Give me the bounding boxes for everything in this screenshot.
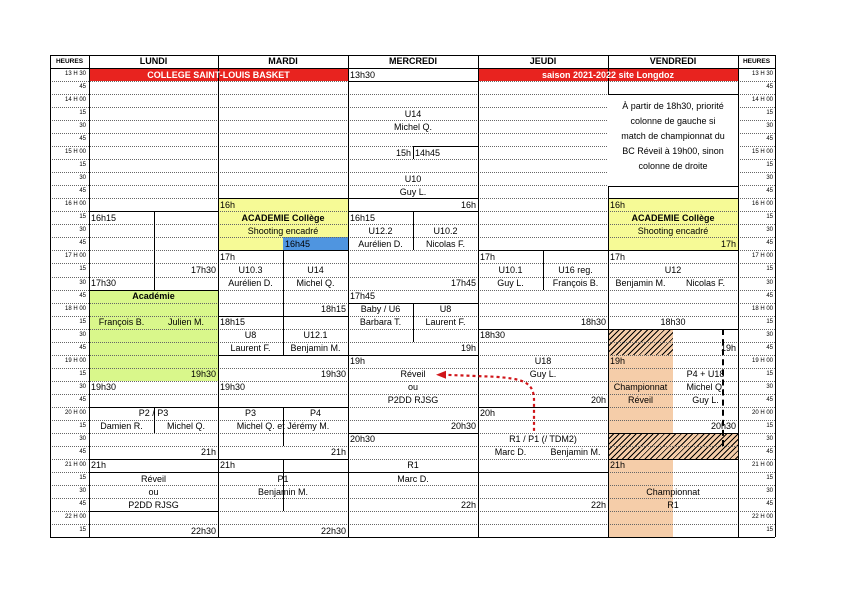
vendredi-21h: 21h [610,460,626,471]
time-label-left: 15 [79,527,86,534]
time-label-right: 15 [766,318,773,325]
time-label-left: 45 [79,84,86,91]
jeudi-20h-start: 20h [480,408,496,419]
jeudi-guy: Guy L. [497,278,524,289]
time-label-right: 19 H 00 [751,357,773,364]
vendredi-nicolas: Nicolas F. [685,278,725,289]
mercredi-u102: U10.2 [433,225,458,236]
time-label-right: 15 [766,370,773,377]
mardi-shooting: Shooting encadré [247,225,319,236]
vendredi-u12: U12 [664,264,682,275]
time-label-left: 15 [79,475,86,482]
split-line [413,146,414,159]
mardi-aurelien: Aurélien D. [228,278,273,289]
time-label-right: 45 [766,448,773,455]
time-label-left: 19 H 00 [64,357,86,364]
time-label-right: 15 [766,266,773,273]
vendredi-19h-start: 19h [610,356,626,367]
mercredi-1615: 16h15 [350,212,376,223]
lundi-academie: Académie [132,291,175,302]
time-label-left: 30 [79,279,86,286]
mercredi-1745-start: 17h45 [350,291,376,302]
event-boundary-line [478,472,608,473]
jeudi-1830-end: 18h30 [580,317,606,328]
time-label-right: 45 [766,136,773,143]
vendredi-academie: ACADEMIE Collège [631,212,715,223]
day-header-mercredi: MERCREDI [388,56,437,66]
lundi-21h-start: 21h [91,460,107,471]
mardi-u121: U12.1 [303,330,328,341]
heures-header: HEURES [55,58,84,65]
time-label-right: 45 [766,396,773,403]
time-label-right: 15 H 00 [751,149,773,156]
time-label-left: 18 H 00 [64,305,86,312]
split-line [283,250,284,354]
vendredi-benjamin: Benjamin M. [615,278,666,289]
time-label-right: 30 [766,175,773,182]
mardi-michel-jeremy: Michel Q. et Jérémy M. [236,421,330,432]
time-label-left: 30 [79,331,86,338]
time-label-right: 16 H 00 [751,201,773,208]
mercredi-u14: U14 [404,108,422,119]
note-line: BC Réveil à 19h00, sinon [622,146,724,157]
column-line [348,55,349,537]
vendredi-16h: 16h [610,199,626,210]
day-header-vendredi: VENDREDI [649,56,697,66]
mercredi-2030-start: 20h30 [350,434,376,445]
column-line [89,55,90,537]
mercredi-p2dd: P2DD RJSG [387,395,439,406]
time-label-left: 16 H 00 [64,201,86,208]
time-label-left: 30 [79,435,86,442]
vendredi-r1: R1 [667,499,679,510]
mardi-benjamin-2: Benjamin M. [257,486,309,497]
time-label-right: 13 H 30 [751,71,773,77]
time-label-left: 15 [79,370,86,377]
time-label-left: 30 [79,383,86,390]
time-label-left: 45 [79,188,86,195]
mardi-u14: U14 [307,264,324,275]
time-label-right: 30 [766,383,773,390]
time-label-right: 22 H 00 [751,514,773,521]
mercredi-19h-start: 19h [350,356,366,367]
time-label-right: 18 H 00 [751,305,773,312]
note-line: colonne de gauche si [630,116,716,127]
jeudi-1830-start: 18h30 [480,330,506,341]
note-line: À partir de 18h30, priorité [622,101,724,112]
time-label-right: 45 [766,344,773,351]
vendredi-shooting: Shooting encadré [637,225,709,236]
time-label-right: 45 [766,240,773,247]
mercredi-barbara: Barbara T. [359,317,402,328]
split-line [413,303,414,342]
mercredi-marc: Marc D. [397,473,429,484]
time-label-left: 45 [79,344,86,351]
vendredi-championnat: Championnat [613,382,668,393]
note-line: colonne de droite [638,161,708,172]
time-label-right: 15 [766,527,773,534]
split-line [154,211,155,289]
jeudi-20h-end: 20h [590,395,606,406]
mercredi-aurelien: Aurélien D. [358,238,403,249]
mardi-u103: U10.3 [238,264,263,275]
mercredi-u8: U8 [439,304,452,315]
lundi-1615: 16h15 [91,212,117,223]
time-label-left: 13 H 30 [64,71,86,77]
mercredi-guy: Guy L. [399,186,427,197]
vendredi-1830: 18h30 [660,317,686,328]
vendredi-guy: Guy L. [692,395,719,406]
lundi-francois: François B. [98,317,145,328]
jeudi-r1p1: R1 / P1 (/ TDM2) [509,434,577,445]
time-label-left: 15 H 00 [64,149,86,156]
time-label-right: 30 [766,123,773,130]
split-line [543,250,544,289]
event-boundary-line [348,537,478,538]
column-line [478,55,479,537]
column-line [218,55,219,537]
time-label-right: 45 [766,501,773,508]
time-label-left: 22 H 00 [64,514,86,521]
time-label-left: 30 [79,123,86,130]
lundi-reveil: Réveil [140,473,166,484]
mardi-laurent: Laurent F. [230,343,271,354]
mardi-2230: 22h30 [320,525,346,536]
jeudi-u101: U10.1 [498,264,523,275]
time-label-right: 30 [766,331,773,338]
note-line: match de championnat du [621,131,725,142]
time-label-right: 30 [766,435,773,442]
mercredi-2030-end: 20h30 [450,421,476,432]
lundi-1730: 17h30 [190,264,216,275]
mercredi-1445: 14h45 [415,147,441,158]
time-label-left: 15 [79,266,86,273]
lundi-ou: ou [148,486,159,497]
mercredi-u122: U12.2 [368,225,393,236]
mercredi-nicolas: Nicolas F. [425,238,465,249]
time-label-left: 45 [79,136,86,143]
schedule-sheet [50,55,775,537]
time-label-right: 15 [766,422,773,429]
mardi-u8: U8 [244,330,257,341]
event-boundary-line [89,511,218,512]
time-label-right: 21 H 00 [751,461,773,468]
mercredi-reveil: Réveil [400,369,426,380]
time-label-right: 45 [766,188,773,195]
time-label-right: 45 [766,84,773,91]
time-label-left: 21 H 00 [64,461,86,468]
mercredi-15h: 15h [395,147,411,158]
mardi-michel: Michel Q. [296,278,335,289]
time-label-right: 14 H 00 [751,97,773,104]
time-label-left: 17 H 00 [64,253,86,260]
event-boundary-line [283,250,348,251]
time-label-right: 15 [766,162,773,169]
mardi-benjamin: Benjamin M. [290,343,341,354]
time-label-left: 14 H 00 [64,97,86,104]
jeudi-francois: François B. [552,278,599,289]
time-label-right: 15 [766,110,773,117]
lundi-1930-end: 19h30 [190,369,216,380]
split-line [348,146,349,159]
time-label-left: 45 [79,396,86,403]
time-label-right: 30 [766,488,773,495]
time-label-left: 30 [79,227,86,234]
vendredi-p4u18: P4 + U18 [686,369,725,380]
mardi-1930-end: 19h30 [320,369,346,380]
time-label-right: 15 [766,214,773,221]
mardi-p3: P3 [244,408,256,419]
time-label-left: 30 [79,175,86,182]
mardi-1645: 16h45 [285,238,311,249]
jeudi-u18: U18 [534,356,552,367]
heures-header-right: HEURES [742,58,771,65]
event-boundary-line [608,329,738,330]
mardi-1815-end: 18h15 [320,304,346,315]
lundi-p2p3: P2 / P3 [138,408,169,419]
mercredi-baby: Baby / U6 [360,304,401,315]
lundi-21h-end: 21h [200,447,216,458]
vendredi-michel: Michel Q. [686,382,725,393]
time-label-right: 20 H 00 [751,409,773,416]
vendredi-19h-end: 19h [720,343,736,354]
vendredi-17h-start: 17h [610,251,626,262]
mercredi-laurent: Laurent F. [425,317,466,328]
mardi-academie: ACADEMIE Collège [241,212,325,223]
lundi-julien: Julien M. [167,317,204,328]
time-label-right: 30 [766,227,773,234]
event-boundary-line [348,81,478,82]
mardi-16h: 16h [220,199,236,210]
time-label-left: 15 [79,422,86,429]
time-label-right: 15 [766,475,773,482]
time-label-left: 15 [79,214,86,221]
banner-college: COLLEGE SAINT-LOUIS BASKET [147,69,290,80]
time-label-left: 20 H 00 [64,409,86,416]
vendredi-2030: 20h30 [710,421,736,432]
lundi-2230: 22h30 [190,525,216,536]
vendredi-17h-end: 17h [720,238,736,249]
time-label-right: 30 [766,279,773,286]
lundi-michel: Michel Q. [166,421,205,432]
mardi-p4: P4 [309,408,321,419]
time-label-right: 45 [766,292,773,299]
day-header-mardi: MARDI [268,56,298,66]
mardi-21h-end: 21h [330,447,346,458]
mercredi-u10: U10 [404,173,422,184]
mardi-1815-start: 18h15 [220,317,246,328]
jeudi-u16: U16 reg. [558,264,593,275]
mercredi-16h: 16h [460,199,476,210]
vendredi-reveil: Réveil [627,395,653,406]
column-line [775,55,776,537]
time-label-left: 15 [79,110,86,117]
banner-saison: saison 2021-2022 site Longdoz [541,69,675,80]
mardi-p1: P1 [277,473,289,484]
mercredi-ou: ou [407,382,418,393]
time-label-left: 30 [79,488,86,495]
mercredi-1330: 13h30 [350,69,376,80]
time-label-left: 45 [79,448,86,455]
mardi-17h: 17h [220,251,236,262]
lundi-1930-start: 19h30 [91,382,117,393]
time-label-left: 15 [79,162,86,169]
mercredi-22h: 22h [460,499,476,510]
day-header-lundi: LUNDI [139,56,168,66]
mardi-1930-start: 19h30 [220,382,246,393]
day-header-jeudi: JEUDI [529,56,557,66]
jeudi-guy-2: Guy L. [529,369,557,380]
vendredi-championnat-2: Championnat [646,486,700,497]
time-label-right: 17 H 00 [751,253,773,260]
split-line [413,211,414,250]
row-line [50,342,775,343]
event-boundary-line [608,433,738,434]
lundi-1730-start: 17h30 [91,278,117,289]
time-label-left: 45 [79,501,86,508]
mardi-21h-start: 21h [220,460,236,471]
lundi-p2dd: P2DD RJSG [128,499,179,510]
time-label-left: 45 [79,292,86,299]
jeudi-benjamin: Benjamin M. [550,447,601,458]
mercredi-r1: R1 [407,460,419,471]
event-boundary-line [218,355,348,356]
mercredi-19h-end: 19h [460,343,476,354]
mercredi-michel: Michel Q. [393,121,432,132]
time-label-left: 45 [79,240,86,247]
time-label-left: 15 [79,318,86,325]
lundi-damien: Damien R. [100,421,143,432]
jeudi-marc: Marc D. [494,447,527,458]
mercredi-1745-end: 17h45 [450,278,476,289]
jeudi-17h: 17h [480,251,496,262]
jeudi-22h: 22h [590,499,606,510]
